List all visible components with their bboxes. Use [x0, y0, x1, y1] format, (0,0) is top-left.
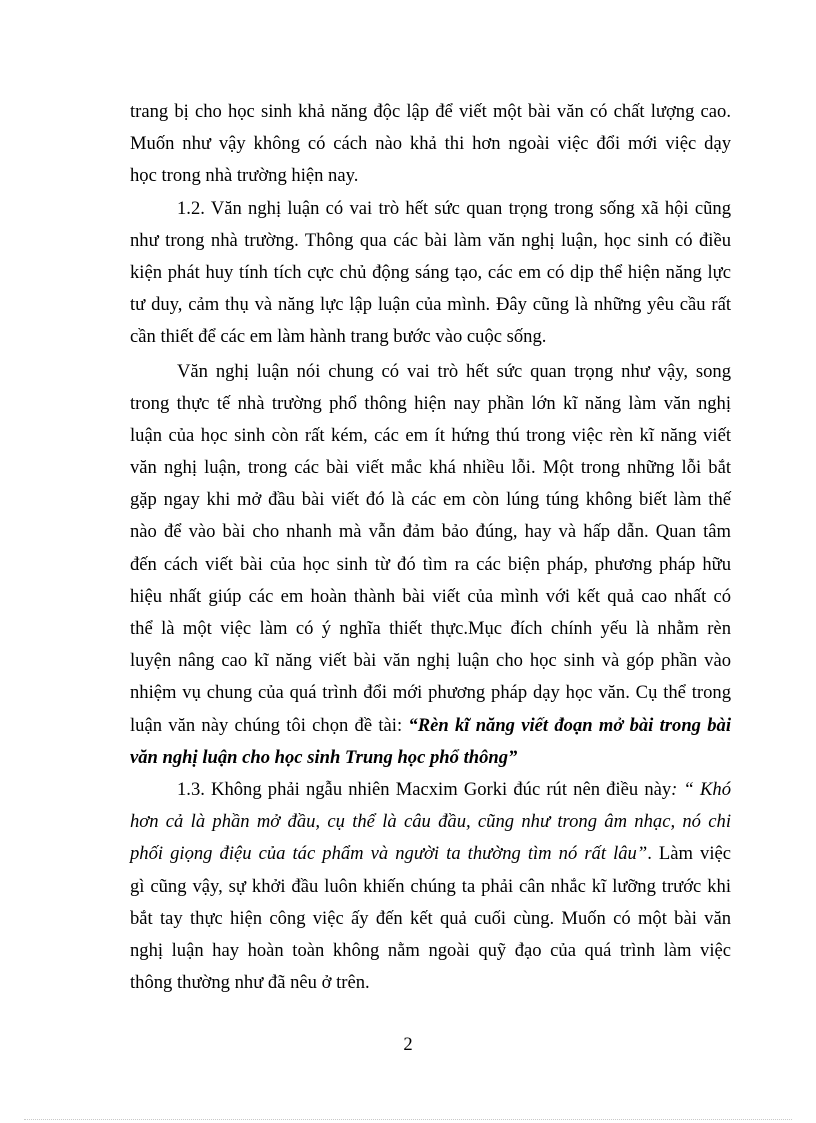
topic-title-part-2: văn nghị luận cho học sinh Trung học phổ thông”: [130, 746, 518, 768]
topic-lead: luận văn này chúng tôi chọn đề tài:: [130, 714, 409, 736]
text-line: [130, 838, 731, 870]
paragraph-1: [130, 96, 731, 193]
text-line: [130, 774, 731, 806]
text-line: trong thực tế nhà trường phổ thông hiện nay phần lớn kĩ năng làm văn nghị: [130, 392, 731, 414]
text-line: cần thiết để các em làm hành trang bước vào cuộc sống.: [130, 326, 547, 348]
text-line: luận của học sinh còn rất kém, các em ít hứng thú trong việc rèn kĩ năng viết: [130, 424, 731, 446]
text-line: bắt tay thực hiện công việc ấy đến kết quả cuối cùng. Muốn có một bài văn: [130, 907, 731, 929]
text-line: học trong nhà trường hiện nay.: [130, 165, 359, 187]
text-line: [130, 710, 731, 742]
text-line: đến cách viết bài của học sinh từ đó tìm ra các biện pháp, phương pháp hữu: [130, 553, 731, 575]
gorki-quote-part-2: hơn cả là phần mở đầu, cụ thể là câu đầu, cũng như trong âm nhạc, nó chi: [130, 811, 731, 833]
page-number: 2: [403, 1034, 413, 1055]
text-line: 1.2. Văn nghị luận có vai trò hết sức quan trọng trong sống xã hội cũng: [177, 197, 731, 219]
text-line: hiệu nhất giúp các em hoàn thành bài viết của mình với kết quả cao nhất có: [130, 585, 731, 607]
text-line: kiện phát huy tính tích cực chủ động sáng tạo, các em có dịp thể hiện năng lực: [130, 261, 731, 283]
gorki-lead: 1.3. Không phải ngẫu nhiên Macxim Gorki đúc rút nên điều này: [177, 778, 672, 800]
paragraph-4: [130, 774, 731, 999]
text-line: gì cũng vậy, sự khởi đầu luôn khiến chúng ta phải cân nhắc kĩ lưỡng trước khi: [130, 875, 731, 897]
after-quote: . Làm việc: [647, 843, 731, 865]
text-line: tư duy, cảm thụ và năng lực lập luận của mình. Đây cũng là những yêu cầu rất: [130, 294, 731, 316]
gorki-quote-part-3: phối giọng điệu của tác phẩm và người ta thường tìm nó rất lâu”: [130, 843, 648, 865]
gorki-quote-part-1: : “ Khó: [671, 778, 731, 800]
text-line: gặp ngay khi mở đầu bài viết đó là các em còn lúng túng không biết làm thế: [130, 489, 731, 511]
document-body: [130, 96, 731, 999]
text-line: nào để vào bài cho nhanh mà vẫn đảm bảo đúng, hay và hấp dẫn. Quan tâm: [130, 521, 731, 543]
paragraph-3: [130, 356, 731, 774]
topic-title-part-1: “Rèn kĩ năng viết đoạn mở bài trong bài: [408, 714, 731, 736]
text-line: thông thường như đã nêu ở trên.: [130, 972, 370, 994]
text-line: luyện nâng cao kĩ năng viết bài văn nghị luận cho học sinh và góp phần vào: [130, 650, 731, 672]
text-line: thể là một việc làm có ý nghĩa thiết thực.Mục đích chính yếu là nhằm rèn: [130, 618, 731, 639]
text-line: Văn nghị luận nói chung có vai trò hết sức quan trọng như vậy, song: [177, 360, 731, 382]
paragraph-2: [130, 193, 731, 354]
text-line: trang bị cho học sinh khả năng độc lập để viết một bài văn có chất lượng cao.: [130, 101, 731, 122]
page-bottom-border: [24, 1119, 792, 1120]
text-line: nghị luận hay hoàn toàn không nằm ngoài quỹ đạo của quá trình làm việc: [130, 939, 731, 961]
text-line: nhiệm vụ chung của quá trình đổi mới phương pháp dạy học văn. Cụ thể trong: [130, 682, 731, 704]
text-line: như trong nhà trường. Thông qua các bài làm văn nghị luận, học sinh có điều: [130, 229, 731, 251]
text-line: Muốn như vậy không có cách nào khả thi hơn ngoài việc đổi mới việc dạy: [130, 133, 731, 155]
text-line: văn nghị luận, trong các bài viết mắc khá nhiều lỗi. Một trong những lỗi bắt: [130, 457, 731, 479]
